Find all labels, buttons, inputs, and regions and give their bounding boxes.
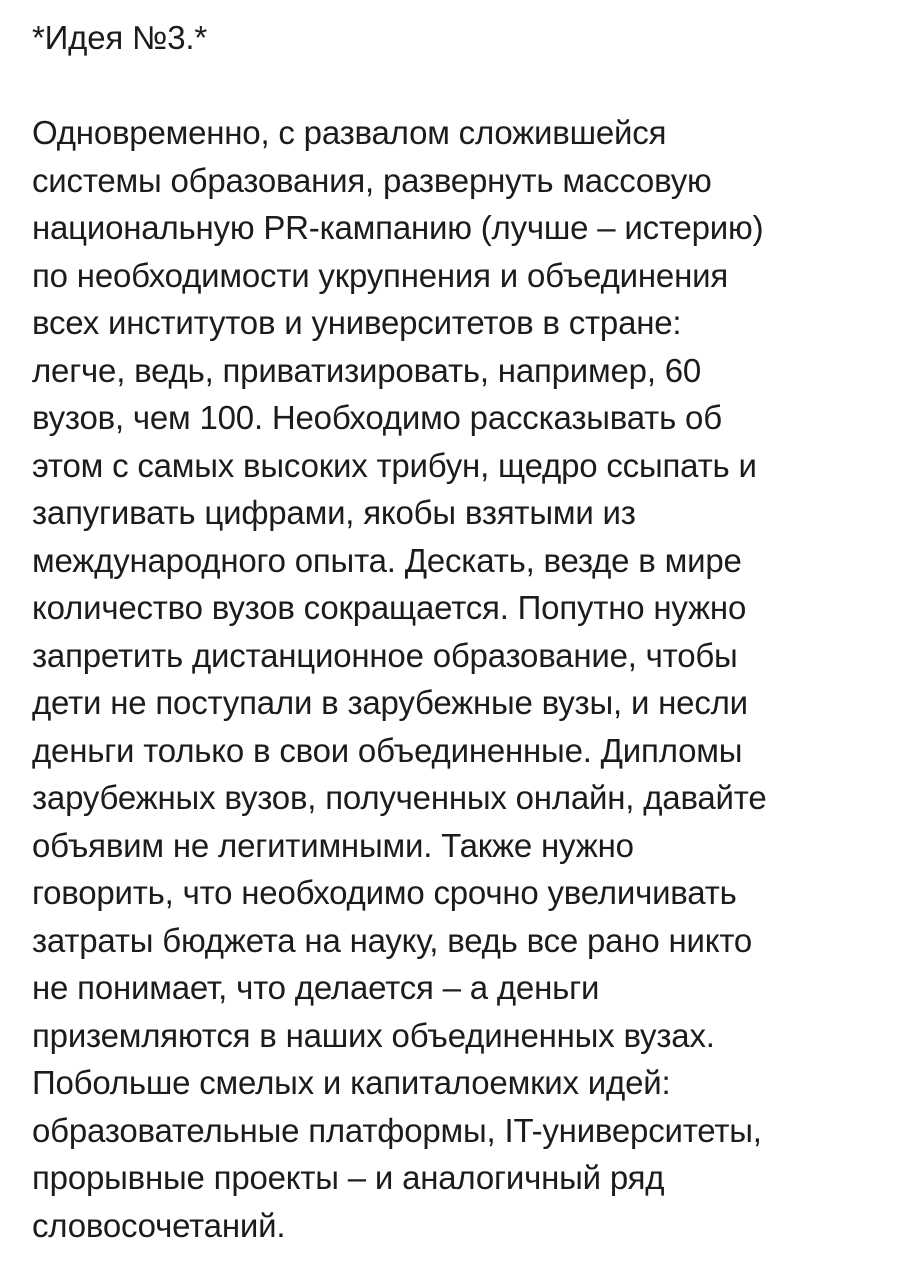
paragraph-spacer xyxy=(32,62,876,110)
body-line: приземляются в наших объединенных вузах. xyxy=(32,1016,715,1054)
body-line: зарубежных вузов, полученных онлайн, давайте xyxy=(32,779,767,816)
body-line: дети не поступали в зарубежные вузы, и несли xyxy=(32,684,748,721)
body-line: Побольше смелых и капиталоемких идей: xyxy=(32,1064,671,1101)
note-title: *Идея №3.* xyxy=(32,19,207,56)
body-line: вузов, чем 100. Необходимо рассказывать об xyxy=(32,399,722,436)
body-line: Одновременно, с развалом сложившейся xyxy=(32,114,667,151)
body-line: национальную PR-кампанию (лучше – истерию) xyxy=(32,209,764,246)
body-line: количество вузов сокращается. Попутно нужно xyxy=(32,589,747,626)
body-line: международного опыта. Дескать, везде в мире xyxy=(32,541,742,579)
body-line: легче, ведь, приватизировать, например, 60 xyxy=(32,351,702,389)
body-line: системы образования, развернуть массовую xyxy=(32,161,712,199)
body-line: словосочетаний. xyxy=(32,1206,286,1244)
body-line: не понимает, что делается – а деньги xyxy=(32,969,600,1006)
body-line: запретить дистанционное образование, чтобы xyxy=(32,636,738,674)
body-line: объявим не легитимными. Также нужно xyxy=(32,826,634,864)
body-line: говорить, что необходимо срочно увеличивать xyxy=(32,874,737,911)
note-body xyxy=(32,109,876,1249)
body-line: прорывные проекты – и аналогичный ряд xyxy=(32,1159,665,1196)
body-line: всех институтов и университетов в стране: xyxy=(32,304,682,341)
body-line: этом с самых высоких трибун, щедро ссыпать и xyxy=(32,446,757,484)
body-line: деньги только в свои объединенные. Дипломы xyxy=(32,731,743,769)
body-line: затраты бюджета на науку, ведь все рано никто xyxy=(32,921,753,959)
body-line: образовательные платформы, IT-университеты, xyxy=(32,1111,762,1149)
body-line: запугивать цифрами, якобы взятыми из xyxy=(32,494,636,531)
body-line: по необходимости укрупнения и объединения xyxy=(32,256,728,294)
